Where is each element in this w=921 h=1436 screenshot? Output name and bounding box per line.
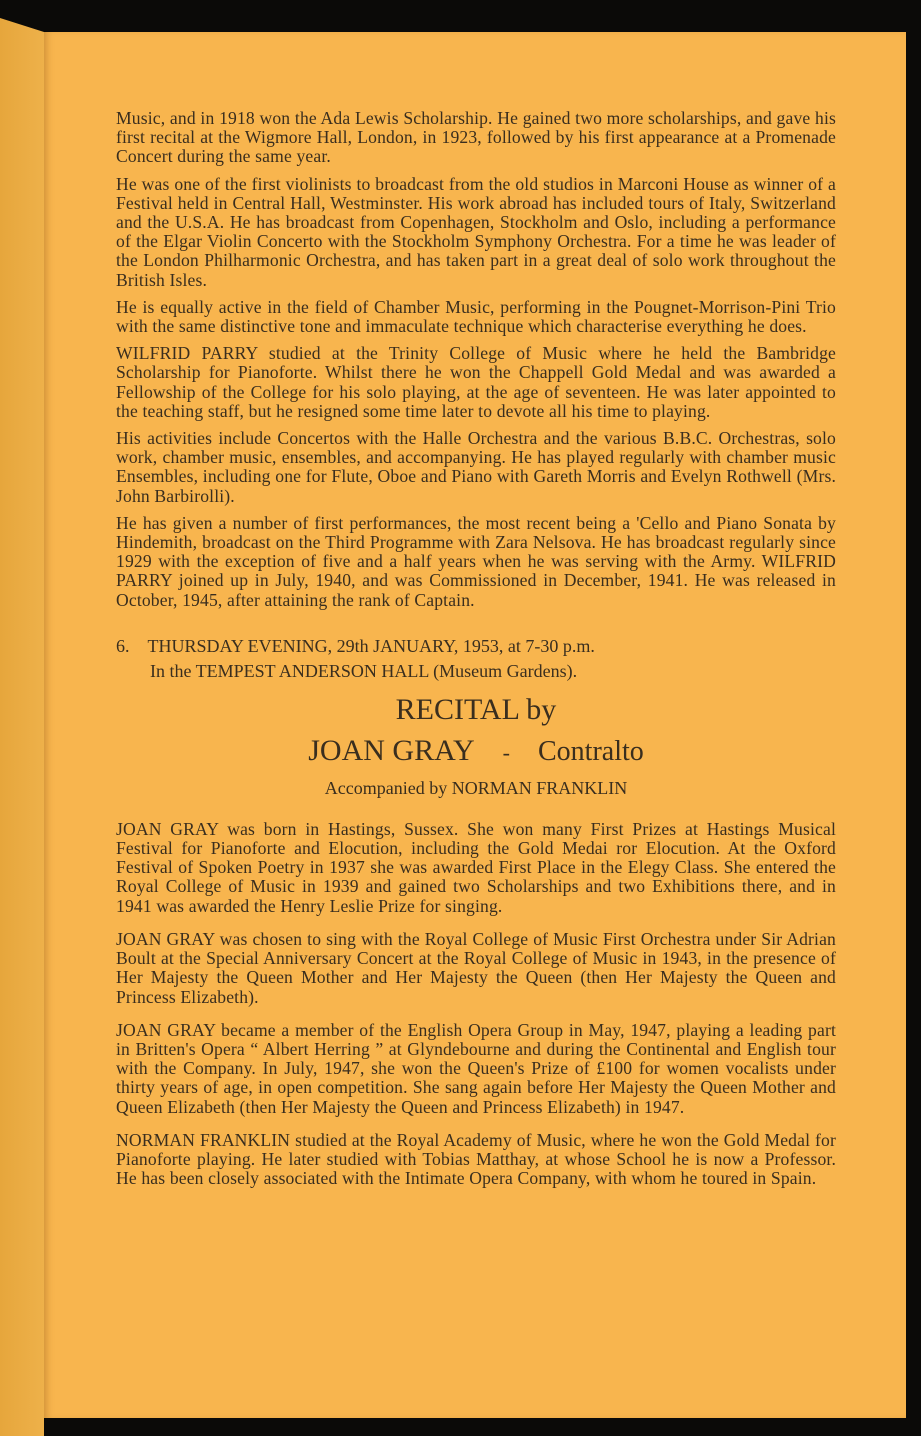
page-content bbox=[116, 109, 836, 1196]
programme-page bbox=[44, 32, 906, 1418]
event-date-row bbox=[116, 634, 836, 659]
bio-paragraph: NORMAN FRANKLIN studied at the Royal Academy of Music, where he won the Gold Medal for Pianoforte playing. He later studied with Tobias Matthay, at whose School he is now a Professor. He has been closely associated with the Intimate Opera Company, with whom he toured in Spain. bbox=[116, 1129, 836, 1189]
bio-paragraph: JOAN GRAY was born in Hastings, Sussex. She won many First Prizes at Hastings Musical Festival for Pianoforte and Elocution, including the Gold Medai ror Elocution. At the Oxford Festival of Spoken Poetry in 1937 she was awarded First Place in the Elegy Class. She entered the Royal College of Music in 1939 and gained two Scholarships and two Exhibitions there, and in 1941 was awarded the Henry Leslie Prize for singing. bbox=[116, 818, 836, 916]
event-venue: In the TEMPEST ANDERSON HALL (Museum Gardens). bbox=[150, 660, 578, 681]
left-facing-page-edge bbox=[0, 18, 44, 1436]
accompanist-line: Accompanied by NORMAN FRANKLIN bbox=[324, 777, 628, 798]
event-details bbox=[116, 634, 836, 684]
heading-separator: - bbox=[502, 739, 510, 765]
event-date: THURSDAY EVENING, 29th JANUARY, 1953, at 7-30 p.m. bbox=[147, 635, 595, 656]
recital-title: RECITAL by bbox=[395, 692, 557, 726]
bio-paragraph: He is equally active in the field of Chamber Music, performing in the Pougnet-Morrison-Pini Trio with the same distinctive tone and immaculate technique which characterise everything he does. bbox=[116, 296, 836, 337]
performer-role: Contralto bbox=[537, 735, 644, 767]
bio-paragraph: He was one of the first violinists to broadcast from the old studios in Marconi House as winner of a Festival held in Central Hall, Westminster. His work abroad has included tours of Italy, Switzerland and the U.S.A. He has broadcast from Copenhagen, Stockholm and Oslo, including a performance of the Elgar Violin Concerto with the Stockholm Symphony Orchestra. For a time he was leader of the London Philharmonic Orchestra, and has taken part in a great deal of solo work throughout the British Isles. bbox=[116, 173, 836, 290]
event-number: 6. bbox=[116, 635, 130, 656]
bio-paragraph: JOAN GRAY was chosen to sing with the Royal College of Music First Orchestra under Sir Adrian Boult at the Special Anniversary Concert at the Royal College of Music in 1943, in the presence of Her Majesty the Queen Mother and Her Majesty the Queen (then Her Majesty the Queen and Princess Elizabeth). bbox=[116, 928, 836, 1007]
bio-paragraph: Music, and in 1918 won the Ada Lewis Scholarship. He gained two more scholarships, and gave his first recital at the Wigmore Hall, London, in 1923, followed by his first appearance at a Promenade Concert during the same year. bbox=[116, 108, 836, 167]
performer-heading bbox=[116, 732, 836, 772]
bio-paragraph: His activities include Concertos with the Halle Orchestra and the various B.B.C. Orchestras, solo work, chamber music, ensembles, and accompanying. He has played regularly with chamber music Ensembles, including one for Flute, Oboe and Piano with Gareth Morris and Evelyn Rothwell (Mrs. John Barbirolli). bbox=[116, 428, 836, 506]
bio-paragraph: WILFRID PARRY studied at the Trinity College of Music where he held the Bambridge Scholarship for Pianoforte. Whilst there he won the Chappell Gold Medal and was awarded a Fellowship of the College for his solo playing, at the age of seventeen. He was later appointed to the teaching staff, but he resigned some time later to devote all his time to playing. bbox=[116, 343, 836, 421]
performer-name: JOAN GRAY bbox=[308, 733, 475, 767]
bio-paragraph: JOAN GRAY became a member of the English Opera Group in May, 1947, playing a leading part in Britten's Opera “ Albert Herring ” at Glyndebourne and during the Continental and English tour with the Company. In July, 1947, she won the Queen's Prize of £100 for women vocalists under thirty years of age, in open competition. She sang again before Her Majesty the Queen Mother and Queen Elizabeth (then Her Majesty the Queen and Princess Elizabeth) in 1947. bbox=[116, 1019, 836, 1117]
bio-paragraph: He has given a number of first performances, the most recent being a 'Cello and Piano Sonata by Hindemith, broadcast on the Third Programme with Zara Nelsova. He has broadcast regularly since 1929 with the exception of five and a half years when he was serving with the Army. WILFRID PARRY joined up in July, 1940, and was Commissioned in December, 1941. He was released in October, 1945, after attaining the rank of Captain. bbox=[116, 512, 836, 610]
